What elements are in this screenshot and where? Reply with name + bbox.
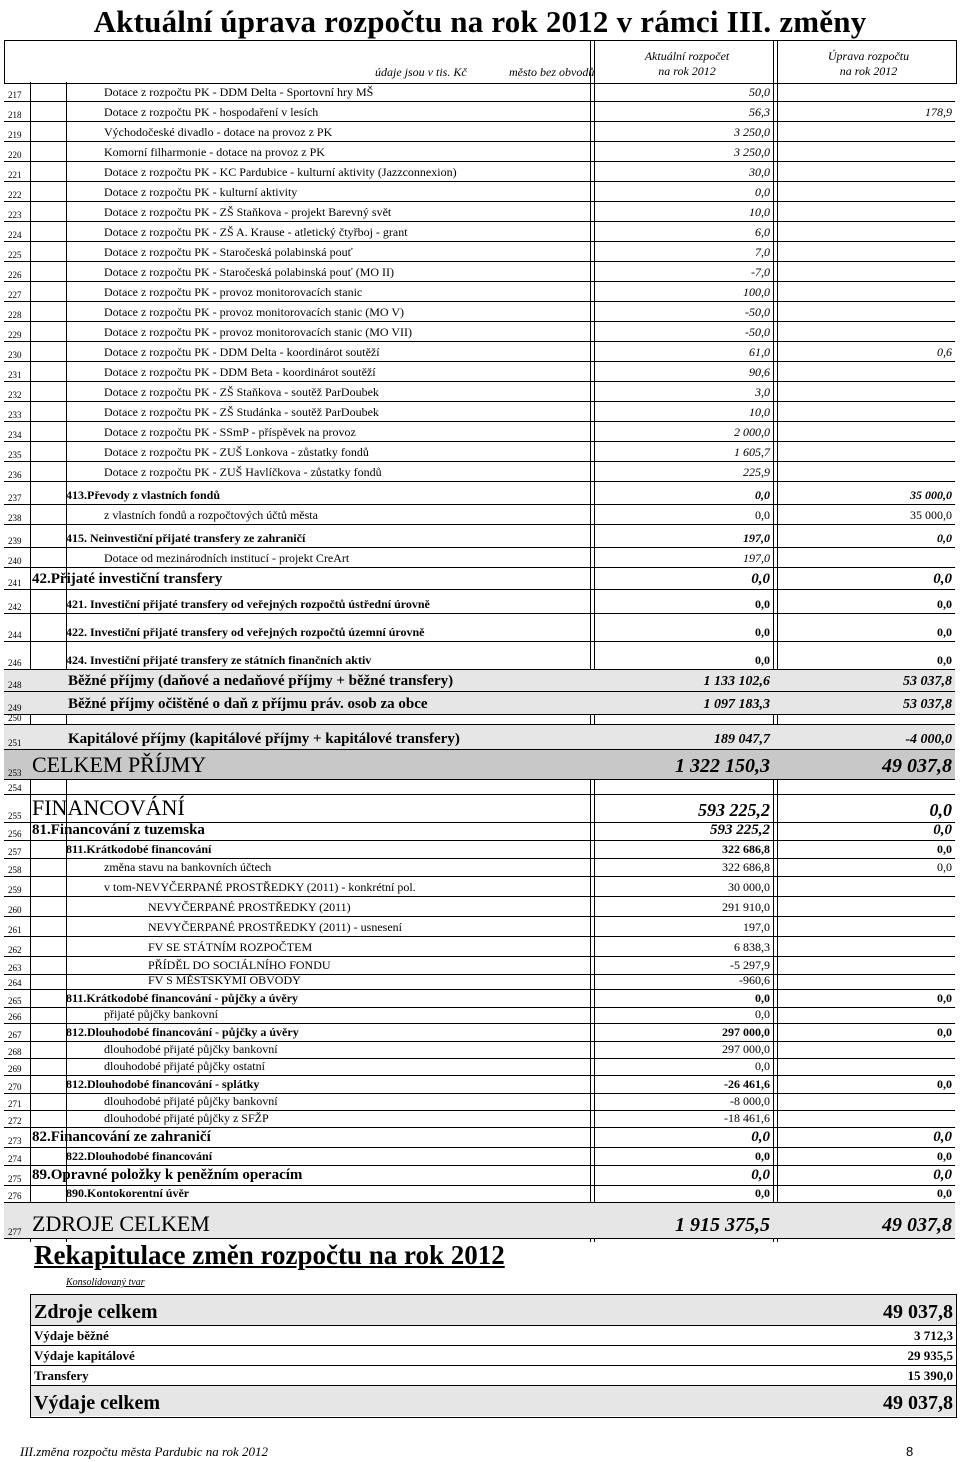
row-label: 82.Financování ze zahraničí xyxy=(32,1129,211,1145)
budget-change-value: 0,6 xyxy=(937,345,952,359)
row-number: 266 xyxy=(8,1012,22,1022)
row-label: Dotace od mezinárodních institucí - projekt CreArt xyxy=(104,551,350,565)
row-number: 275 xyxy=(8,1174,22,1184)
row-number: 271 xyxy=(8,1099,22,1109)
units-note: údaje jsou v tis. Kč xyxy=(375,65,467,79)
current-budget-value: 0,0 xyxy=(755,597,770,611)
table-row xyxy=(4,82,955,102)
recap-value: 29 935,5 xyxy=(907,1348,953,1363)
table-row xyxy=(4,1203,955,1239)
budget-change-value: 0,0 xyxy=(933,1167,952,1183)
budget-change-value: 0,0 xyxy=(937,842,952,856)
table-row xyxy=(4,342,955,362)
row-number: 217 xyxy=(8,90,22,100)
row-label: 421. Investiční přijaté transfery od veřejných rozpočtů ústřední úrovně xyxy=(66,597,430,611)
recap-value: 49 037,8 xyxy=(883,1392,953,1414)
table-row xyxy=(4,937,955,957)
row-label: 424. Investiční přijaté transfery ze státních finančních aktiv xyxy=(66,653,372,667)
row-number: 221 xyxy=(8,170,22,180)
table-row xyxy=(4,823,955,841)
current-budget-value: 197,0 xyxy=(743,920,770,934)
current-budget-value: 3 250,0 xyxy=(734,145,770,159)
current-budget-value: -960,6 xyxy=(739,973,770,987)
table-row xyxy=(4,102,955,122)
row-number: 250 xyxy=(8,713,22,723)
table-row xyxy=(4,505,955,525)
table-row xyxy=(4,990,955,1008)
table-row xyxy=(4,162,955,182)
row-number: 255 xyxy=(8,811,22,821)
current-budget-value: 297 000,0 xyxy=(722,1025,770,1039)
row-number: 244 xyxy=(8,630,22,640)
row-label: Dotace z rozpočtu PK - ZŠ Studánka - soutěž ParDoubek xyxy=(104,405,379,419)
row-label: Běžné příjmy (daňové a nedaňové příjmy + běžné transfery) xyxy=(68,673,454,689)
row-number: 273 xyxy=(8,1136,22,1146)
current-budget-value: 0,0 xyxy=(755,625,770,639)
current-budget-value: 50,0 xyxy=(749,85,770,99)
row-label: dlouhodobé přijaté půjčky bankovní xyxy=(104,1042,278,1056)
current-budget-value: 7,0 xyxy=(755,245,770,259)
table-row xyxy=(4,302,955,322)
row-label: Dotace z rozpočtu PK - ZŠ Staňkova - soutěž ParDoubek xyxy=(104,385,379,399)
footer-document-name: III.změna rozpočtu města Pardubic na rok 2012 xyxy=(20,1444,269,1459)
current-budget-value: 0,0 xyxy=(755,1059,770,1073)
row-number: 222 xyxy=(8,190,22,200)
budget-change-value: 0,0 xyxy=(937,1149,952,1163)
row-label: ZDROJE CELKEM xyxy=(32,1211,210,1236)
current-budget-value: 2 000,0 xyxy=(734,425,770,439)
budget-change-value: 0,0 xyxy=(937,1077,952,1091)
current-budget-value: 197,0 xyxy=(743,551,770,565)
row-number: 249 xyxy=(8,703,22,713)
row-number: 226 xyxy=(8,270,22,280)
table-row xyxy=(4,1111,955,1128)
current-budget-value: 6 838,3 xyxy=(734,940,770,954)
budget-change-value: 35 000,0 xyxy=(910,508,952,522)
budget-change-value: 0,0 xyxy=(937,1186,952,1200)
row-number: 236 xyxy=(8,470,22,480)
row-number: 227 xyxy=(8,290,22,300)
table-row xyxy=(4,715,955,725)
row-number: 253 xyxy=(8,768,22,778)
table-row xyxy=(4,422,955,442)
current-budget-value: 56,3 xyxy=(749,105,770,119)
table-row xyxy=(4,590,955,614)
row-number: 261 xyxy=(8,925,22,935)
row-label: FV S MĚSTSKÝMI OBVODY xyxy=(148,973,301,987)
current-budget-value: 197,0 xyxy=(743,531,770,545)
row-label: Dotace z rozpočtu PK - DDM Delta - koordinárot soutěží xyxy=(104,345,380,359)
budget-change-value: 49 037,8 xyxy=(882,755,952,777)
table-row xyxy=(4,222,955,242)
recap-row-expenses-total xyxy=(31,1386,956,1416)
table-row xyxy=(4,897,955,917)
budget-change-value: 0,0 xyxy=(937,625,952,639)
budget-change-value: 53 037,8 xyxy=(903,697,952,712)
table-row xyxy=(4,568,955,590)
current-budget-value: 189 047,7 xyxy=(714,732,770,747)
row-label: změna stavu na bankovních účtech xyxy=(104,860,272,874)
row-label: Kapitálové příjmy (kapitálové příjmy + kapitálové transfery) xyxy=(68,731,460,747)
current-budget-value: 0,0 xyxy=(751,1167,770,1183)
table-row xyxy=(4,322,955,342)
table-row xyxy=(4,795,955,823)
recap-subtitle: Konsolidovaný tvar xyxy=(66,1277,145,1288)
current-budget-value: 3,0 xyxy=(755,385,770,399)
current-budget-value: 0,0 xyxy=(755,185,770,199)
budget-change-value: 0,0 xyxy=(933,822,952,838)
recap-label: Transfery xyxy=(34,1368,89,1383)
row-number: 265 xyxy=(8,996,22,1006)
recap-label: Zdroje celkem xyxy=(34,1301,158,1323)
current-budget-value: 0,0 xyxy=(755,653,770,667)
recap-value: 49 037,8 xyxy=(883,1301,953,1323)
current-budget-value: 30 000,0 xyxy=(728,880,770,894)
row-number: 224 xyxy=(8,230,22,240)
current-budget-value: -50,0 xyxy=(745,325,770,339)
row-label: v tom-NEVYČERPANÉ PROSTŘEDKY (2011) - konkrétní pol. xyxy=(104,880,416,894)
current-budget-value: 0,0 xyxy=(755,991,770,1005)
table-row xyxy=(4,1008,955,1024)
row-number: 223 xyxy=(8,210,22,220)
row-label: 415. Neinvestiční přijaté transfery ze zahraničí xyxy=(66,531,306,545)
table-row xyxy=(4,1148,955,1166)
row-label: Dotace z rozpočtu PK - Staročeská polabinská pouť xyxy=(104,245,353,259)
row-number: 246 xyxy=(8,658,22,668)
col-header-current-line1: Aktuální rozpočet xyxy=(644,49,730,63)
row-label: Dotace z rozpočtu PK - SSmP - příspěvek na provoz xyxy=(104,425,356,439)
row-number: 267 xyxy=(8,1030,22,1040)
table-row xyxy=(4,382,955,402)
current-budget-value: 297 000,0 xyxy=(722,1042,770,1056)
current-budget-value: 1 097 183,3 xyxy=(703,697,770,712)
current-budget-value: 291 910,0 xyxy=(722,900,770,914)
row-number: 257 xyxy=(8,847,22,857)
row-label: dlouhodobé přijaté půjčky bankovní xyxy=(104,1094,278,1108)
row-number: 262 xyxy=(8,945,22,955)
recap-label: Výdaje kapitálové xyxy=(34,1348,135,1363)
col-header-current-line2: na rok 2012 xyxy=(658,64,716,78)
current-budget-value: 1 605,7 xyxy=(734,445,770,459)
table-row xyxy=(4,1186,955,1203)
row-label: Dotace z rozpočtu PK - provoz monitorovacích stanic xyxy=(104,285,363,299)
row-label: Dotace z rozpočtu PK - ZŠ A. Krause - atletický čtyřboj - grant xyxy=(104,225,408,239)
table-row xyxy=(4,262,955,282)
table-row xyxy=(4,202,955,222)
row-number: 260 xyxy=(8,905,22,915)
row-label: Dotace z rozpočtu PK - hospodaření v lesích xyxy=(104,105,319,119)
row-number: 242 xyxy=(8,602,22,612)
row-label: 811.Krátkodobé financování - půjčky a úvěry xyxy=(66,991,299,1005)
table-row xyxy=(4,1128,955,1148)
table-row xyxy=(4,442,955,462)
table-row xyxy=(4,362,955,382)
recap-value: 3 712,3 xyxy=(914,1328,953,1343)
row-number: 276 xyxy=(8,1191,22,1201)
table-row xyxy=(4,142,955,162)
col-header-current-budget xyxy=(597,49,777,79)
recap-value: 15 390,0 xyxy=(907,1368,953,1383)
row-number: 235 xyxy=(8,450,22,460)
row-label: Běžné příjmy očištěné o daň z příjmu práv. osob za obce xyxy=(68,696,428,712)
budget-change-value: 35 000,0 xyxy=(910,488,952,502)
row-label: CELKEM PŘÍJMY xyxy=(32,752,207,777)
current-budget-value: 1 322 150,3 xyxy=(675,755,770,777)
current-budget-value: 61,0 xyxy=(749,345,770,359)
table-row xyxy=(4,692,955,715)
col-header-change-line1: Úprava rozpočtu xyxy=(827,49,910,63)
row-number: 268 xyxy=(8,1047,22,1057)
row-label: z vlastních fondů a rozpočtových účtů města xyxy=(104,508,318,522)
row-label: Dotace z rozpočtu PK - KC Pardubice - kulturní aktivity (Jazzconnexion) xyxy=(104,165,457,179)
current-budget-value: 0,0 xyxy=(751,571,770,587)
row-number: 232 xyxy=(8,390,22,400)
row-number: 237 xyxy=(8,493,22,503)
table-row xyxy=(4,462,955,482)
row-label: 81.Financování z tuzemska xyxy=(32,822,205,838)
scope-note: město bez obvodů xyxy=(509,65,595,79)
row-number: 254 xyxy=(8,783,22,793)
row-label: NEVYČERPANÉ PROSTŘEDKY (2011) - usnesení xyxy=(148,920,403,934)
row-number: 218 xyxy=(8,110,22,120)
recap-row-capital-expenses xyxy=(31,1346,956,1366)
table-row xyxy=(4,282,955,302)
row-label: 42.Přijaté investiční transfery xyxy=(32,571,223,587)
current-budget-value: -50,0 xyxy=(745,305,770,319)
current-budget-value: -5 297,9 xyxy=(730,958,770,972)
row-number: 270 xyxy=(8,1082,22,1092)
table-row xyxy=(4,1024,955,1042)
col-header-change-line2: na rok 2012 xyxy=(839,64,898,78)
row-label: 822.Dlouhodobé financování xyxy=(66,1149,213,1163)
budget-change-value: 0,0 xyxy=(937,597,952,611)
budget-change-value: 53 037,8 xyxy=(903,674,952,689)
row-number: 219 xyxy=(8,130,22,140)
current-budget-value: 30,0 xyxy=(749,165,770,179)
row-number: 248 xyxy=(8,680,22,690)
row-label: Dotace z rozpočtu PK - ZŠ Staňkova - projekt Barevný svět xyxy=(104,205,392,219)
row-number: 251 xyxy=(8,738,22,748)
row-number: 263 xyxy=(8,963,22,973)
row-number: 277 xyxy=(8,1227,22,1237)
row-label: 890.Kontokorentní úvěr xyxy=(66,1186,190,1200)
current-budget-value: 10,0 xyxy=(749,405,770,419)
recap-label: Výdaje běžné xyxy=(34,1328,109,1343)
current-budget-value: 0,0 xyxy=(755,508,770,522)
table-row xyxy=(4,548,955,568)
row-number: 229 xyxy=(8,330,22,340)
row-label: 89.Opravné položky k peněžním operacím xyxy=(32,1167,303,1183)
table-row xyxy=(4,242,955,262)
row-label: dlouhodobé přijaté půjčky ostatní xyxy=(104,1059,265,1073)
current-budget-value: 0,0 xyxy=(755,1007,770,1021)
budget-change-value: -4 000,0 xyxy=(905,732,952,747)
current-budget-value: 0,0 xyxy=(751,1129,770,1145)
recap-row-sources xyxy=(31,1295,956,1326)
row-label: FINANCOVÁNÍ xyxy=(32,795,185,820)
budget-change-value: 49 037,8 xyxy=(882,1214,952,1236)
row-label: Dotace z rozpočtu PK - DDM Beta - koordinárot soutěží xyxy=(104,365,376,379)
recap-label: Výdaje celkem xyxy=(34,1392,161,1414)
current-budget-value: 0,0 xyxy=(755,1149,770,1163)
row-label: Dotace z rozpočtu PK - Staročeská polabinská pouť (MO II) xyxy=(104,265,395,279)
row-number: 264 xyxy=(8,978,22,988)
row-label: 413.Převody z vlastních fondů xyxy=(66,488,221,502)
row-label: FV SE STÁTNÍM ROZPOČTEM xyxy=(148,940,313,954)
row-number: 240 xyxy=(8,556,22,566)
recap-row-transfers xyxy=(31,1366,956,1386)
table-row xyxy=(4,122,955,142)
row-label: Dotace z rozpočtu PK - kulturní aktivity xyxy=(104,185,298,199)
current-budget-value: 90,6 xyxy=(749,365,770,379)
current-budget-value: 6,0 xyxy=(755,225,770,239)
current-budget-value: -8 000,0 xyxy=(730,1094,770,1108)
table-row xyxy=(4,1059,955,1076)
current-budget-value: 225,9 xyxy=(743,465,770,479)
budget-change-value: 0,0 xyxy=(937,860,952,874)
row-number: 256 xyxy=(8,829,22,839)
row-label: 422. Investiční přijaté transfery od veřejných rozpočtů územní úrovně xyxy=(66,625,425,639)
row-number: 220 xyxy=(8,150,22,160)
current-budget-value: 593 225,2 xyxy=(698,800,770,820)
row-number: 239 xyxy=(8,536,22,546)
row-label: 812.Dlouhodobé financování - splátky xyxy=(66,1077,260,1091)
row-label: Dotace z rozpočtu PK - ZUŠ Lonkova - zůstatky fondů xyxy=(104,445,369,459)
current-budget-value: 100,0 xyxy=(743,285,770,299)
table-row xyxy=(4,614,955,642)
current-budget-value: 1 133 102,6 xyxy=(703,674,770,689)
table-row xyxy=(4,780,955,795)
budget-change-value: 0,0 xyxy=(933,1129,952,1145)
table-row xyxy=(4,841,955,859)
row-label: dlouhodobé přijaté půjčky z SFŽP xyxy=(104,1111,269,1125)
row-number: 258 xyxy=(8,865,22,875)
row-label: NEVYČERPANÉ PROSTŘEDKY (2011) xyxy=(148,900,351,914)
row-label: Východočeské divadlo - dotace na provoz z PK xyxy=(104,125,333,139)
table-row xyxy=(4,750,955,780)
current-budget-value: 0,0 xyxy=(755,488,770,502)
budget-change-value: 0,0 xyxy=(937,991,952,1005)
table-row xyxy=(4,859,955,877)
table-row xyxy=(4,642,955,670)
row-label: přijaté půjčky bankovní xyxy=(104,1007,218,1021)
table-row xyxy=(4,482,955,505)
table-row xyxy=(4,957,955,975)
row-number: 233 xyxy=(8,410,22,420)
col-header-budget-change xyxy=(781,49,956,79)
row-label: 812.Dlouhodobé financování - půjčky a úvěry xyxy=(66,1025,299,1039)
current-budget-value: 1 915 375,5 xyxy=(675,1214,770,1236)
row-number: 272 xyxy=(8,1116,22,1126)
row-number: 228 xyxy=(8,310,22,320)
current-budget-value: -7,0 xyxy=(751,265,770,279)
current-budget-value: -26 461,6 xyxy=(724,1077,770,1091)
row-number: 259 xyxy=(8,885,22,895)
table-row xyxy=(4,525,955,548)
table-row xyxy=(4,917,955,937)
row-label: PŘÍDĚL DO SOCIÁLNÍHO FONDU xyxy=(148,958,331,972)
row-number: 269 xyxy=(8,1064,22,1074)
row-label: Dotace z rozpočtu PK - ZUŠ Havlíčkova - zůstatky fondů xyxy=(104,465,382,479)
budget-change-value: 178,9 xyxy=(925,105,952,119)
row-number: 234 xyxy=(8,430,22,440)
table-row xyxy=(4,182,955,202)
current-budget-value: 593 225,2 xyxy=(710,822,770,838)
row-label: Dotace z rozpočtu PK - provoz monitorovacích stanic (MO V) xyxy=(104,305,405,319)
table-row xyxy=(4,1042,955,1059)
budget-change-value: 0,0 xyxy=(933,571,952,587)
table-row xyxy=(4,725,955,750)
current-budget-value: 3 250,0 xyxy=(734,125,770,139)
table-row xyxy=(4,975,955,990)
current-budget-value: 322 686,8 xyxy=(722,842,770,856)
current-budget-value: 0,0 xyxy=(755,1186,770,1200)
current-budget-value: 10,0 xyxy=(749,205,770,219)
row-number: 225 xyxy=(8,250,22,260)
row-number: 231 xyxy=(8,370,22,380)
budget-change-value: 0,0 xyxy=(937,653,952,667)
current-budget-value: -18 461,6 xyxy=(724,1111,770,1125)
row-label: Dotace z rozpočtu PK - provoz monitorovacích stanic (MO VII) xyxy=(104,325,413,339)
table-row xyxy=(4,1076,955,1094)
table-row xyxy=(4,402,955,422)
recap-title: Rekapitulace změn rozpočtu na rok 2012 xyxy=(34,1240,505,1270)
budget-change-value: 0,0 xyxy=(937,531,952,545)
table-row xyxy=(4,877,955,897)
row-number: 238 xyxy=(8,513,22,523)
current-budget-value: 322 686,8 xyxy=(722,860,770,874)
row-label: 811.Krátkodobé financování xyxy=(66,842,212,856)
row-number: 274 xyxy=(8,1154,22,1164)
row-label: Komorní filharmonie - dotace na provoz z PK xyxy=(104,145,325,159)
recap-row-current-expenses xyxy=(31,1326,956,1346)
row-label: Dotace z rozpočtu PK - DDM Delta - Sportovní hry MŠ xyxy=(104,85,374,99)
table-row xyxy=(4,1094,955,1111)
recap-table xyxy=(30,1294,957,1418)
table-row xyxy=(4,670,955,692)
row-number: 241 xyxy=(8,578,22,588)
table-row xyxy=(4,1166,955,1186)
row-number: 230 xyxy=(8,350,22,360)
footer-page-number: 8 xyxy=(906,1444,914,1459)
budget-change-value: 0,0 xyxy=(929,800,952,820)
budget-change-value: 0,0 xyxy=(937,1025,952,1039)
page-title: Aktuální úprava rozpočtu na rok 2012 v rámci III. změny xyxy=(93,4,867,39)
table-header xyxy=(4,40,957,84)
